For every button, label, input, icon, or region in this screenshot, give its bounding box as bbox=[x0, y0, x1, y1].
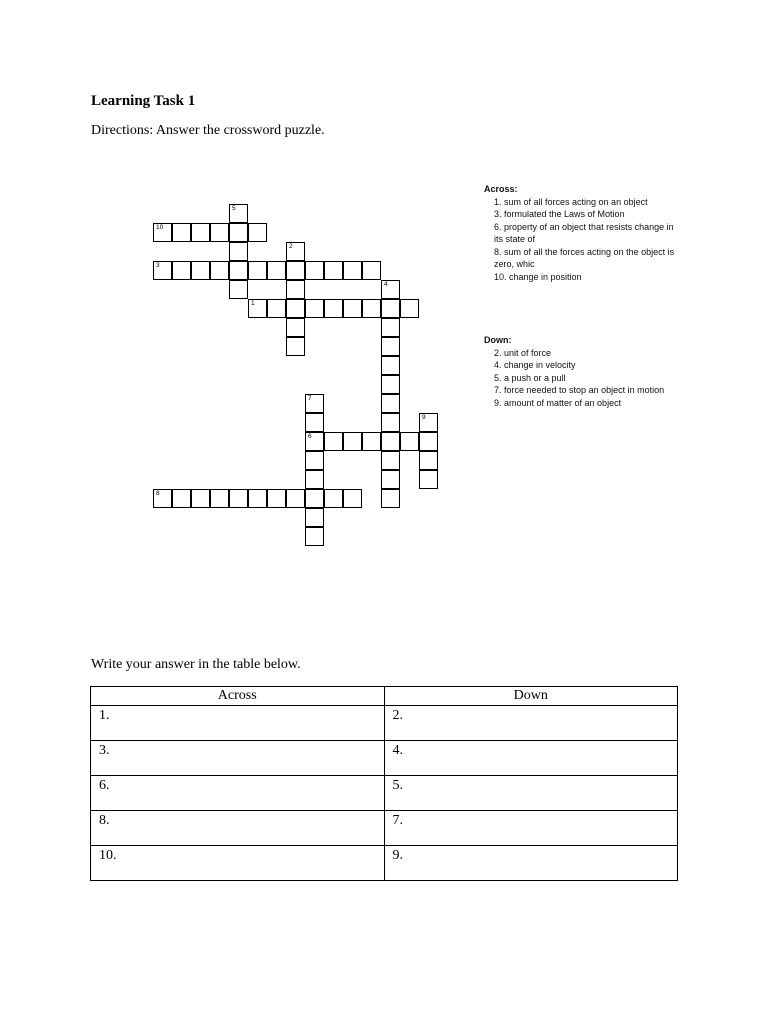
grid-cell[interactable] bbox=[324, 489, 343, 508]
answer-table-header bbox=[91, 687, 678, 706]
grid-cell[interactable] bbox=[381, 337, 400, 356]
cell-number: 4 bbox=[384, 281, 388, 288]
grid-cell[interactable] bbox=[210, 261, 229, 280]
clue-across-6: 6. property of an object that resists change in its state of bbox=[494, 221, 674, 244]
grid-cell[interactable] bbox=[324, 432, 343, 451]
down-clues bbox=[484, 334, 684, 409]
grid-cell[interactable] bbox=[305, 413, 324, 432]
grid-cell[interactable] bbox=[305, 451, 324, 470]
page-title: Learning Task 1 bbox=[91, 93, 196, 109]
table-row bbox=[91, 811, 678, 846]
grid-cell[interactable] bbox=[419, 451, 438, 470]
cell-number: 1 bbox=[251, 300, 255, 307]
grid-cell[interactable] bbox=[172, 489, 191, 508]
grid-cell[interactable] bbox=[381, 299, 400, 318]
grid-cell[interactable] bbox=[286, 261, 305, 280]
grid-cell[interactable] bbox=[381, 470, 400, 489]
answer-cell-across-3[interactable]: 3. bbox=[91, 741, 385, 776]
clue-down-5: 5. a push or a pull bbox=[494, 372, 566, 383]
grid-cell[interactable] bbox=[210, 223, 229, 242]
across-clues bbox=[484, 183, 684, 283]
grid-cell[interactable] bbox=[362, 299, 381, 318]
across-heading: Across: bbox=[484, 184, 518, 194]
grid-cell[interactable] bbox=[153, 261, 172, 280]
grid-cell[interactable] bbox=[172, 261, 191, 280]
grid-cell[interactable] bbox=[343, 432, 362, 451]
grid-cell[interactable] bbox=[305, 432, 324, 451]
answer-cell-down-5[interactable]: 5. bbox=[384, 776, 678, 811]
grid-cell[interactable] bbox=[267, 261, 286, 280]
grid-cell[interactable] bbox=[305, 489, 324, 508]
grid-cell[interactable] bbox=[400, 432, 419, 451]
table-row bbox=[91, 846, 678, 881]
grid-cell[interactable] bbox=[381, 413, 400, 432]
grid-cell[interactable] bbox=[343, 299, 362, 318]
grid-cell[interactable] bbox=[286, 299, 305, 318]
cell-number: 5 bbox=[232, 205, 236, 212]
answer-cell-down-9[interactable]: 9. bbox=[384, 846, 678, 881]
cell-number: 10 bbox=[156, 224, 164, 231]
cell-number: 3 bbox=[156, 262, 160, 269]
grid-cell[interactable] bbox=[381, 432, 400, 451]
grid-cell[interactable] bbox=[419, 432, 438, 451]
answer-instructions: Write your answer in the table below. bbox=[91, 657, 301, 672]
grid-cell[interactable] bbox=[229, 261, 248, 280]
grid-cell[interactable] bbox=[362, 261, 381, 280]
grid-cell[interactable] bbox=[172, 223, 191, 242]
grid-cell[interactable] bbox=[267, 489, 286, 508]
grid-cell[interactable] bbox=[191, 223, 210, 242]
grid-cell[interactable] bbox=[286, 318, 305, 337]
table-row bbox=[91, 741, 678, 776]
cell-number: 2 bbox=[289, 243, 293, 250]
grid-cell[interactable] bbox=[381, 318, 400, 337]
clue-across-3: 3. formulated the Laws of Motion bbox=[494, 209, 625, 219]
grid-cell[interactable] bbox=[305, 527, 324, 546]
answer-cell-across-6[interactable]: 6. bbox=[91, 776, 385, 811]
grid-cell[interactable] bbox=[343, 261, 362, 280]
table-row bbox=[91, 776, 678, 811]
grid-cell[interactable] bbox=[381, 489, 400, 508]
grid-cell[interactable] bbox=[153, 489, 172, 508]
clue-down-2: 2. unit of force bbox=[494, 347, 552, 358]
grid-cell[interactable] bbox=[305, 261, 324, 280]
grid-cell[interactable] bbox=[229, 223, 248, 242]
grid-cell[interactable] bbox=[248, 223, 267, 242]
clue-down-4: 4. change in velocity bbox=[494, 360, 576, 370]
grid-cell[interactable] bbox=[248, 261, 267, 280]
answer-cell-down-7[interactable]: 7. bbox=[384, 811, 678, 846]
grid-cell[interactable] bbox=[286, 337, 305, 356]
grid-cell[interactable] bbox=[381, 280, 400, 299]
grid-cell[interactable] bbox=[324, 299, 343, 318]
grid-cell[interactable] bbox=[305, 508, 324, 527]
grid-cell[interactable] bbox=[305, 470, 324, 489]
grid-cell[interactable] bbox=[381, 394, 400, 413]
grid-cell[interactable] bbox=[286, 242, 305, 261]
grid-cell[interactable] bbox=[343, 489, 362, 508]
clue-down-7: 7. force needed to stop an object in motion bbox=[494, 385, 665, 395]
grid-cell[interactable] bbox=[248, 489, 267, 508]
clue-across-8: 8. sum of all the forces acting on the object is zero, whic bbox=[494, 246, 675, 269]
grid-cell[interactable] bbox=[305, 394, 324, 413]
grid-cell[interactable] bbox=[191, 489, 210, 508]
down-heading: Down: bbox=[484, 335, 512, 345]
cell-number: 6 bbox=[308, 433, 312, 440]
grid-cell[interactable] bbox=[400, 299, 419, 318]
grid-cell[interactable] bbox=[210, 489, 229, 508]
grid-cell[interactable] bbox=[229, 242, 248, 261]
grid-cell[interactable] bbox=[362, 432, 381, 451]
header-down: Down bbox=[384, 687, 678, 706]
answer-table bbox=[90, 686, 678, 881]
grid-cell[interactable] bbox=[419, 470, 438, 489]
grid-cell[interactable] bbox=[248, 299, 267, 318]
answer-cell-across-8[interactable]: 8. bbox=[91, 811, 385, 846]
directions-text: Directions: Answer the crossword puzzle. bbox=[91, 123, 325, 138]
grid-cell[interactable] bbox=[229, 489, 248, 508]
grid-cell[interactable] bbox=[419, 413, 438, 432]
grid-cell[interactable] bbox=[324, 261, 343, 280]
cell-number: 9 bbox=[422, 414, 426, 421]
cell-number: 8 bbox=[156, 490, 160, 497]
answer-cell-across-1[interactable]: 1. bbox=[91, 706, 385, 741]
grid-cell[interactable] bbox=[267, 299, 286, 318]
answer-cell-down-4[interactable]: 4. bbox=[384, 741, 678, 776]
clue-across-1: 1. sum of all forces acting on an object bbox=[494, 196, 648, 207]
clue-down-9: 9. amount of matter of an object bbox=[494, 397, 622, 408]
grid-cell[interactable] bbox=[229, 204, 248, 223]
grid-cell[interactable] bbox=[286, 489, 305, 508]
header-across: Across bbox=[91, 687, 385, 706]
grid-cell[interactable] bbox=[381, 451, 400, 470]
grid-cell[interactable] bbox=[191, 261, 210, 280]
clue-across-10: 10. change in position bbox=[494, 271, 582, 282]
grid-cell[interactable] bbox=[381, 356, 400, 375]
grid-cell[interactable] bbox=[305, 299, 324, 318]
cell-number: 7 bbox=[308, 395, 312, 402]
answer-cell-across-10[interactable]: 10. bbox=[91, 846, 385, 881]
grid-cell[interactable] bbox=[229, 280, 248, 299]
grid-cell[interactable] bbox=[381, 375, 400, 394]
table-row bbox=[91, 706, 678, 741]
grid-cell[interactable] bbox=[286, 280, 305, 299]
grid-cell[interactable] bbox=[153, 223, 172, 242]
answer-cell-down-2[interactable]: 2. bbox=[384, 706, 678, 741]
